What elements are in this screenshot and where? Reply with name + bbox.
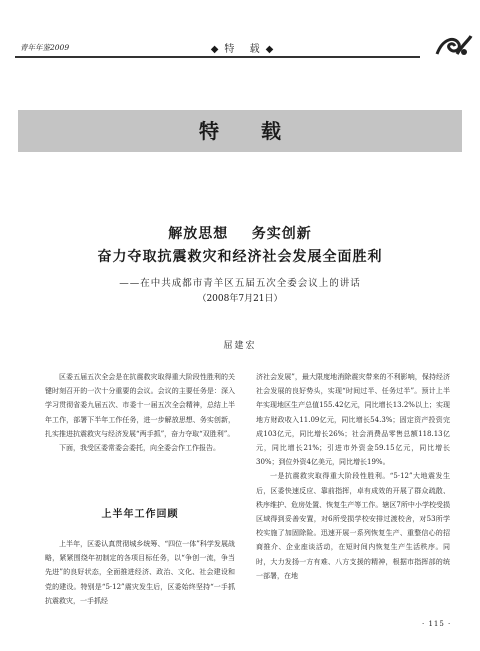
journal-name: 青年年鉴2009 bbox=[20, 43, 70, 52]
header-rule bbox=[15, 56, 420, 58]
section-heading: 上半年工作回顾 bbox=[101, 509, 179, 520]
left-column-review bbox=[45, 537, 235, 608]
left-column-intro bbox=[45, 370, 235, 455]
article-title-line-2: 奋力夺取抗震救灾和经济社会发展全面胜利 bbox=[97, 249, 383, 265]
page-number: · 115 · bbox=[422, 620, 452, 628]
paragraph: 区委五届五次全会是在抗震救灾取得重大阶段性胜利的关键时刻召开的一次十分重要的会议。会议的主要任务是：深入学习贯彻省委九届五次、市委十一届五次全会精神，总结上半年工作，部署下半年工作任务，进一步解放思想、务实创新，扎实推进抗震救灾与经济发展“两手抓”，奋力夺取“双胜利”。 bbox=[45, 373, 235, 438]
article-author: 屈建宏 bbox=[223, 341, 257, 351]
journal-logo-icon bbox=[433, 32, 473, 60]
article-subtitle: ——在中共成都市青羊区五届五次全委会议上的讲话 bbox=[119, 278, 361, 289]
right-column bbox=[256, 370, 450, 583]
article-title-line-1: 解放思想 务实创新 bbox=[168, 226, 312, 242]
paragraph: 一是抗震救灾取得重大阶段性胜利。“5·12”大地震发生后，区委快速反应、靠前指挥，卓有成效的开展了群众疏散、秩序维护、危房处置、恢复生产等工作。辖区7所中小学校受损区域得到妥善安置，对6所受损学校安排过渡校舍，对53所学校实施了加固除险。迅速开展一系列恢复生产、重整信心的招商推介、企业座谈活动，在短时间内恢复生产生活秩序。同时，大力发扬一方有难、八方支援的精神，根据市指挥部的统一部署，在地 bbox=[256, 472, 450, 580]
paragraph: 下面，我受区委常委会委托，向全委会作工作报告。 bbox=[59, 444, 220, 453]
banner-title: 特载 bbox=[199, 119, 323, 143]
paragraph: 济社会发展”，最大限度地消除震灾带来的不利影响，保持经济社会发展的良好势头，实现“时间过半、任务过半”。预计上半年实现地区生产总值155.42亿元，同比增长13.2%以上；实现地方财政收入11.09亿元，同比增长54.3%；固定资产投资完成103亿元，同比增长26%；社会消费品零售总额118.13亿元，同比增长21%；引进市外资金59.15亿元，同比增长30%；到位外资4亿美元，同比增长19%。 bbox=[256, 373, 450, 467]
section-name: ◆特 载◆ bbox=[210, 44, 280, 55]
running-head bbox=[15, 28, 465, 58]
section-banner bbox=[18, 110, 462, 152]
speech-date: （2008年7月21日） bbox=[197, 294, 283, 304]
paragraph: 上半年，区委认真贯彻城乡统筹、“四位一体”科学发展战略，紧紧围绕年初制定的各项目标任务，以“争创一流，争当先进”的良好状态，全面推进经济、政治、文化、社会建设和党的建设。特别是“5·12”震灾发生后，区委始终坚持“一手抓抗震救灾，一手抓经 bbox=[45, 540, 235, 605]
